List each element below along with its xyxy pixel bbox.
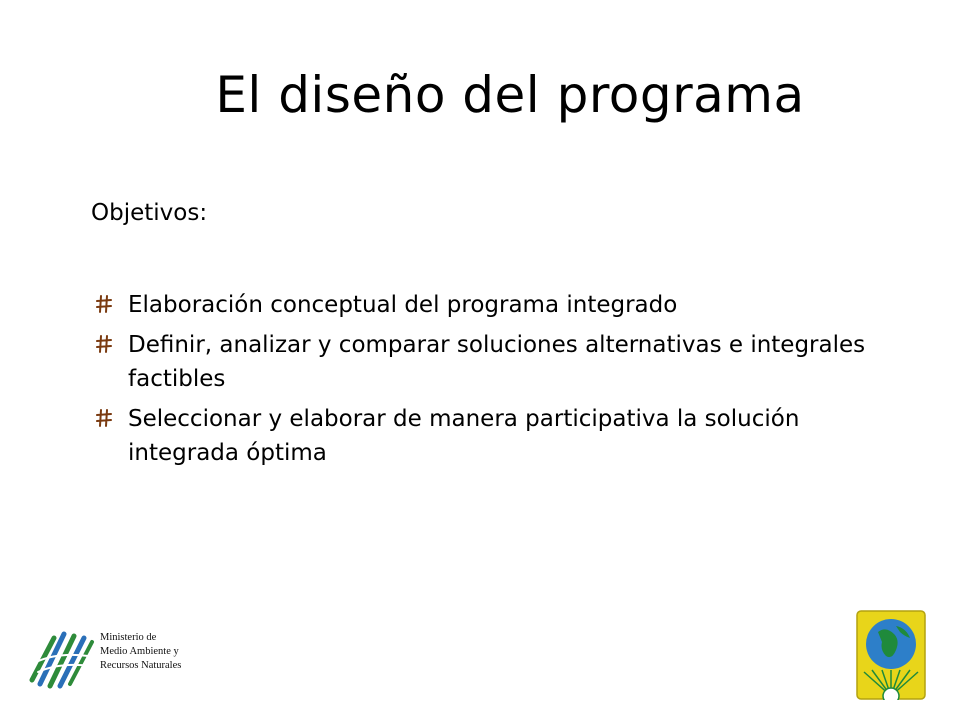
ministry-line: Ministerio de — [100, 632, 157, 643]
hash-bullet-icon — [96, 335, 112, 353]
list-item — [96, 328, 916, 396]
bullet-text: Seleccionar y elaborar de manera participativa la solución integrada óptima — [128, 406, 800, 466]
objectives-list — [96, 288, 916, 476]
bullet-text: Elaboración conceptual del programa integrado — [128, 292, 678, 318]
ministry-line: Recursos Naturales — [100, 660, 182, 671]
ministry-name — [100, 631, 181, 673]
ministry-line: Medio Ambiente y — [100, 646, 179, 657]
hash-bullet-icon — [96, 295, 112, 313]
list-item — [96, 402, 916, 470]
ministry-logo — [28, 622, 182, 692]
slide-title: El diseño del programa — [215, 66, 805, 124]
globe-sunburst-emblem-icon — [856, 610, 926, 700]
objectives-heading: Objetivos: — [91, 200, 208, 226]
hash-bullet-icon — [96, 409, 112, 427]
ministry-stripes-logo-icon — [28, 622, 100, 692]
list-item — [96, 288, 916, 322]
bullet-text: Definir, analizar y comparar soluciones alternativas e integrales factibles — [128, 332, 866, 392]
